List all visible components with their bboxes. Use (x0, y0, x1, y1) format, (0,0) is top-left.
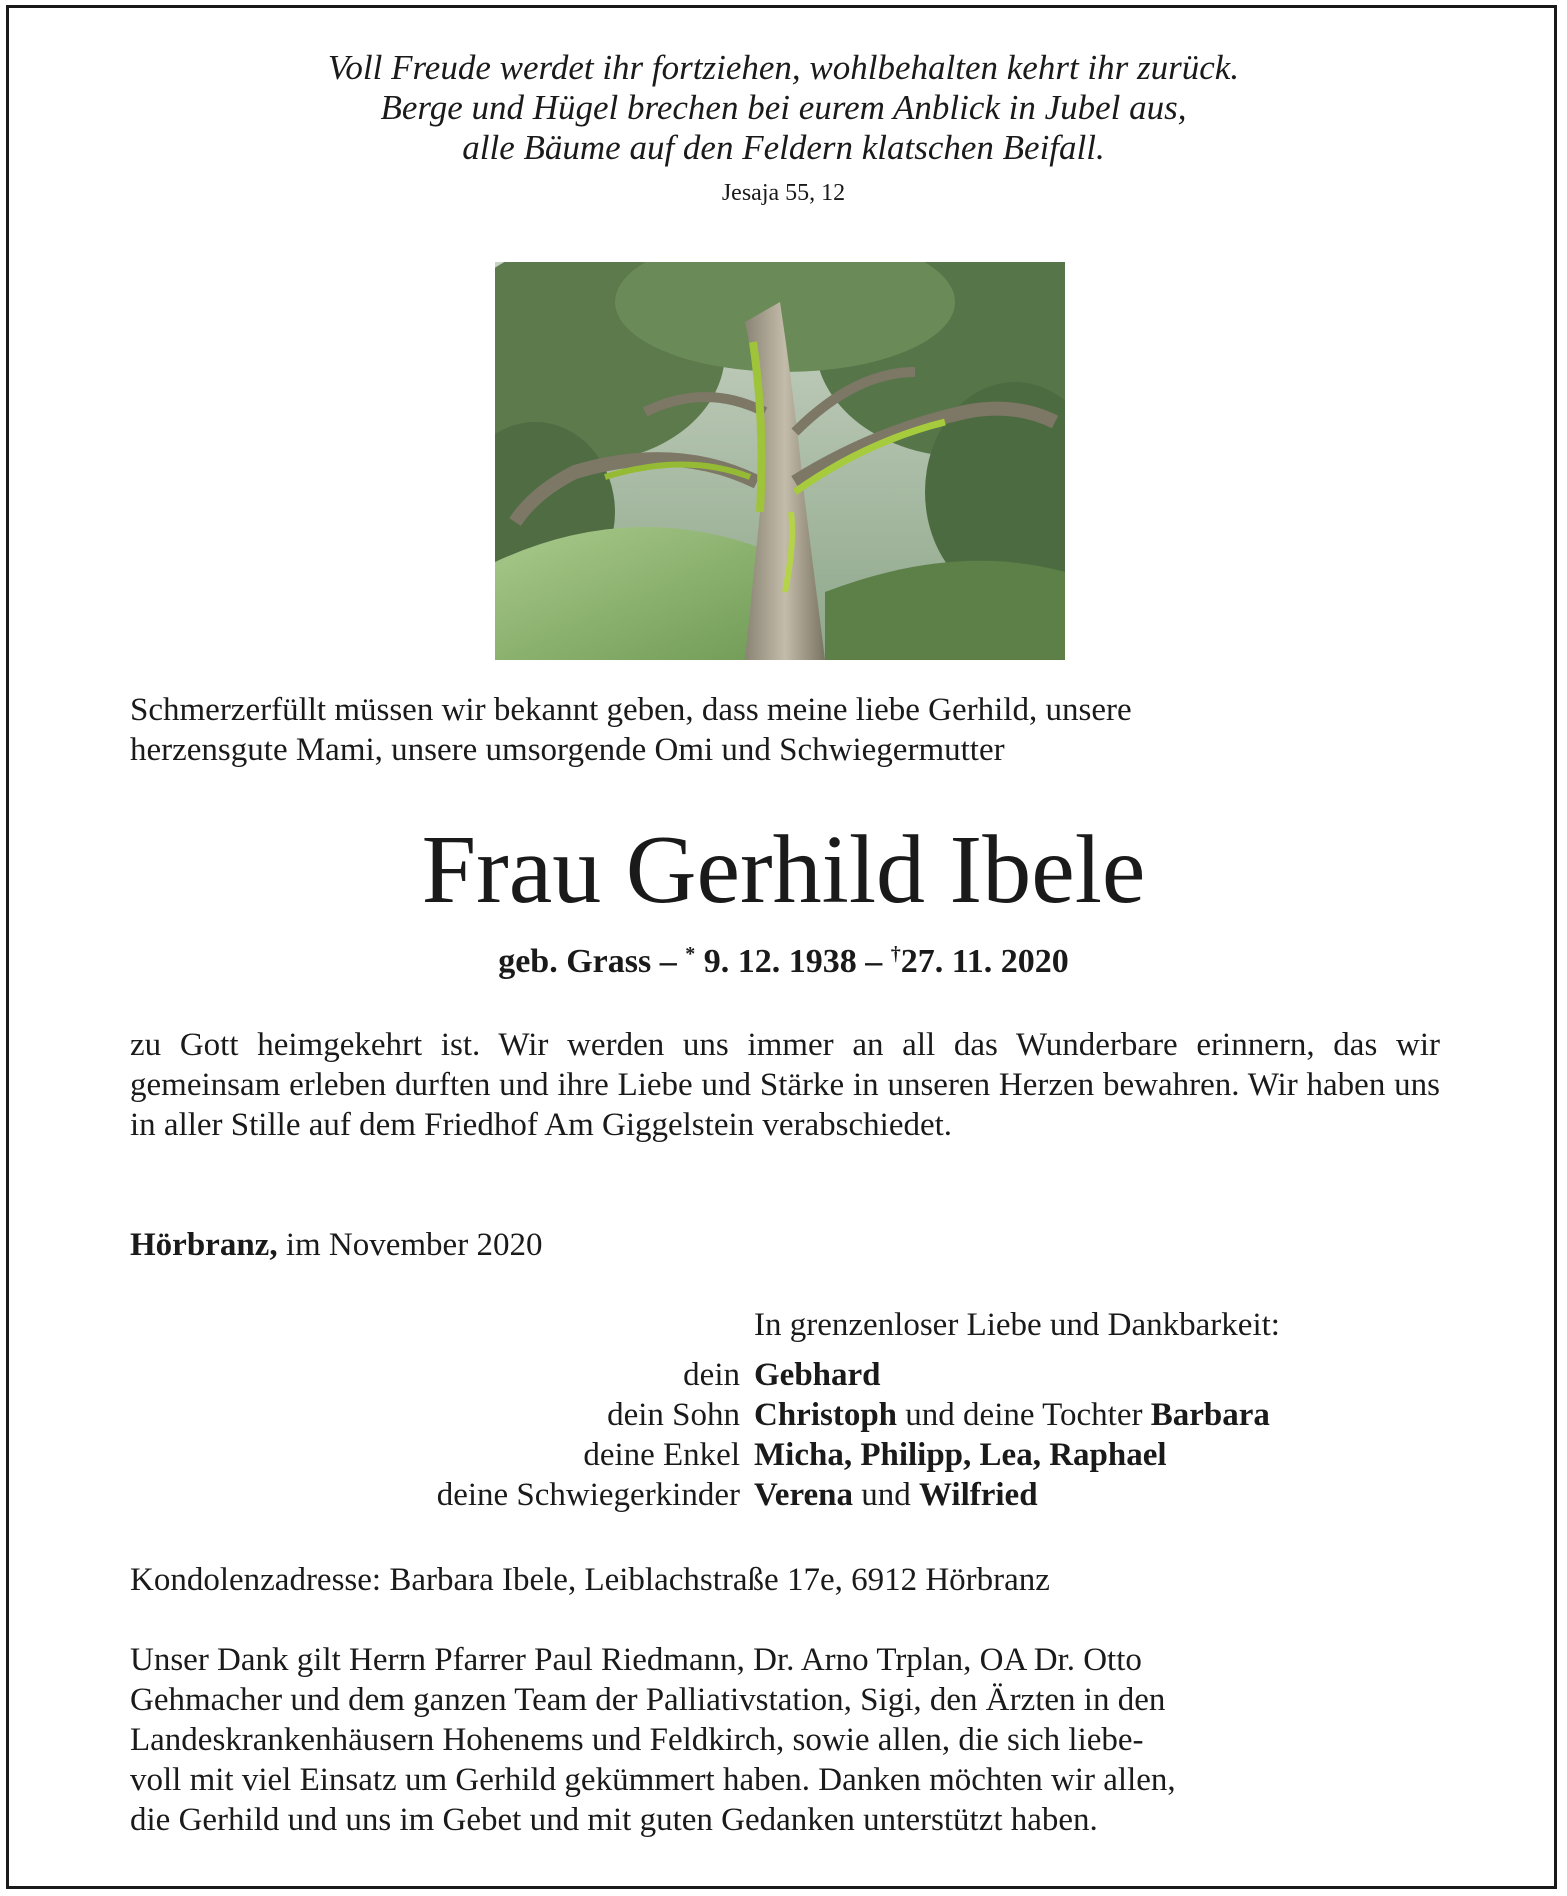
dates-dash: – (865, 943, 883, 980)
life-dates (0, 943, 1567, 981)
relative-names (754, 1355, 881, 1395)
relative-connector: und (853, 1477, 919, 1513)
thanks-heading: In grenzenloser Liebe und Dankbarkeit: (754, 1307, 1280, 1343)
verse-reference: Jesaja 55, 12 (721, 180, 846, 206)
final-line-3: Landeskrankenhäusern Hohenems und Feldkirch, sowie allen, die sich liebe- (130, 1722, 1144, 1758)
lead-line-1: Schmerzerfüllt müssen wir bekannt geben, dass meine liebe Gerhild, unsere (130, 692, 1132, 728)
relative-name: Gebhard (754, 1357, 881, 1393)
relative-label: deine Enkel (583, 1437, 740, 1473)
moss-covered-tree-icon (495, 262, 1065, 660)
relative-name: Micha, Philipp, Lea, Raphael (754, 1437, 1167, 1473)
birth-symbol: * (685, 943, 696, 965)
lead-line-2: herzensgute Mami, unsere umsorgende Omi und Schwiegermutter (130, 732, 1005, 768)
bible-quote-line-1: Voll Freude werdet ihr fortziehen, wohlbehalten kehrt ihr zurück. (327, 48, 1240, 87)
bible-quote-line-3: alle Bäume auf den Feldern klatschen Beifall. (462, 128, 1105, 167)
death-symbol: † (890, 943, 901, 965)
relative-name: Barbara (1150, 1397, 1270, 1433)
relative-row (0, 1395, 1567, 1435)
final-line-5: die Gerhild und uns im Gebet und mit guten Gedanken unterstützt haben. (130, 1802, 1098, 1838)
relative-row (0, 1355, 1567, 1395)
relative-name: Verena (754, 1477, 853, 1513)
relative-label: dein (683, 1357, 740, 1393)
final-line-1: Unser Dank gilt Herrn Pfarrer Paul Riedmann, Dr. Arno Trplan, OA Dr. Otto (130, 1642, 1142, 1678)
relative-names (754, 1435, 1167, 1475)
place-date: im November 2020 (285, 1227, 543, 1263)
relative-names (754, 1475, 1038, 1515)
relative-names (754, 1395, 1270, 1435)
relatives-list (0, 1355, 1567, 1515)
relative-label: dein Sohn (607, 1397, 740, 1433)
final-line-2: Gehmacher und dem ganzen Team der Palliativstation, Sigi, den Ärzten in den (130, 1682, 1166, 1718)
deceased-name: Frau Gerhild Ibele (421, 816, 1146, 924)
place-town: Hörbranz, (130, 1227, 278, 1263)
relative-row (0, 1435, 1567, 1475)
relative-row (0, 1475, 1567, 1515)
dates-dash: – (659, 943, 677, 980)
relative-name: Christoph (754, 1397, 898, 1433)
relative-name: Wilfried (919, 1477, 1038, 1513)
place-and-date (130, 1225, 542, 1265)
announcement-paragraph: zu Gott heimgekehrt ist. Wir werden uns immer an all das Wunderbare erinnern, das wir gemeinsam erleben durften und ihre Liebe und Stärke in unseren Herzen bewahren. Wir haben uns in aller Stille auf dem Friedhof Am Giggelstein verabschiedet. (130, 1027, 1440, 1143)
bible-quote-line-2: Berge und Hügel brechen bei eurem Anblick in Jubel aus, (380, 88, 1187, 127)
death-date: 27. 11. 2020 (900, 943, 1069, 980)
final-line-4: voll mit viel Einsatz um Gerhild gekümmert haben. Danken möchten wir allen, (130, 1762, 1176, 1798)
relative-label: deine Schwiegerkinder (436, 1477, 740, 1513)
birth-name: geb. Grass (498, 943, 652, 980)
relative-connector: und deine Tochter (897, 1397, 1151, 1433)
condolence-address: Kondolenzadresse: Barbara Ibele, Leiblachstraße 17e, 6912 Hörbranz (130, 1562, 1050, 1598)
birth-date: 9. 12. 1938 (703, 943, 857, 980)
